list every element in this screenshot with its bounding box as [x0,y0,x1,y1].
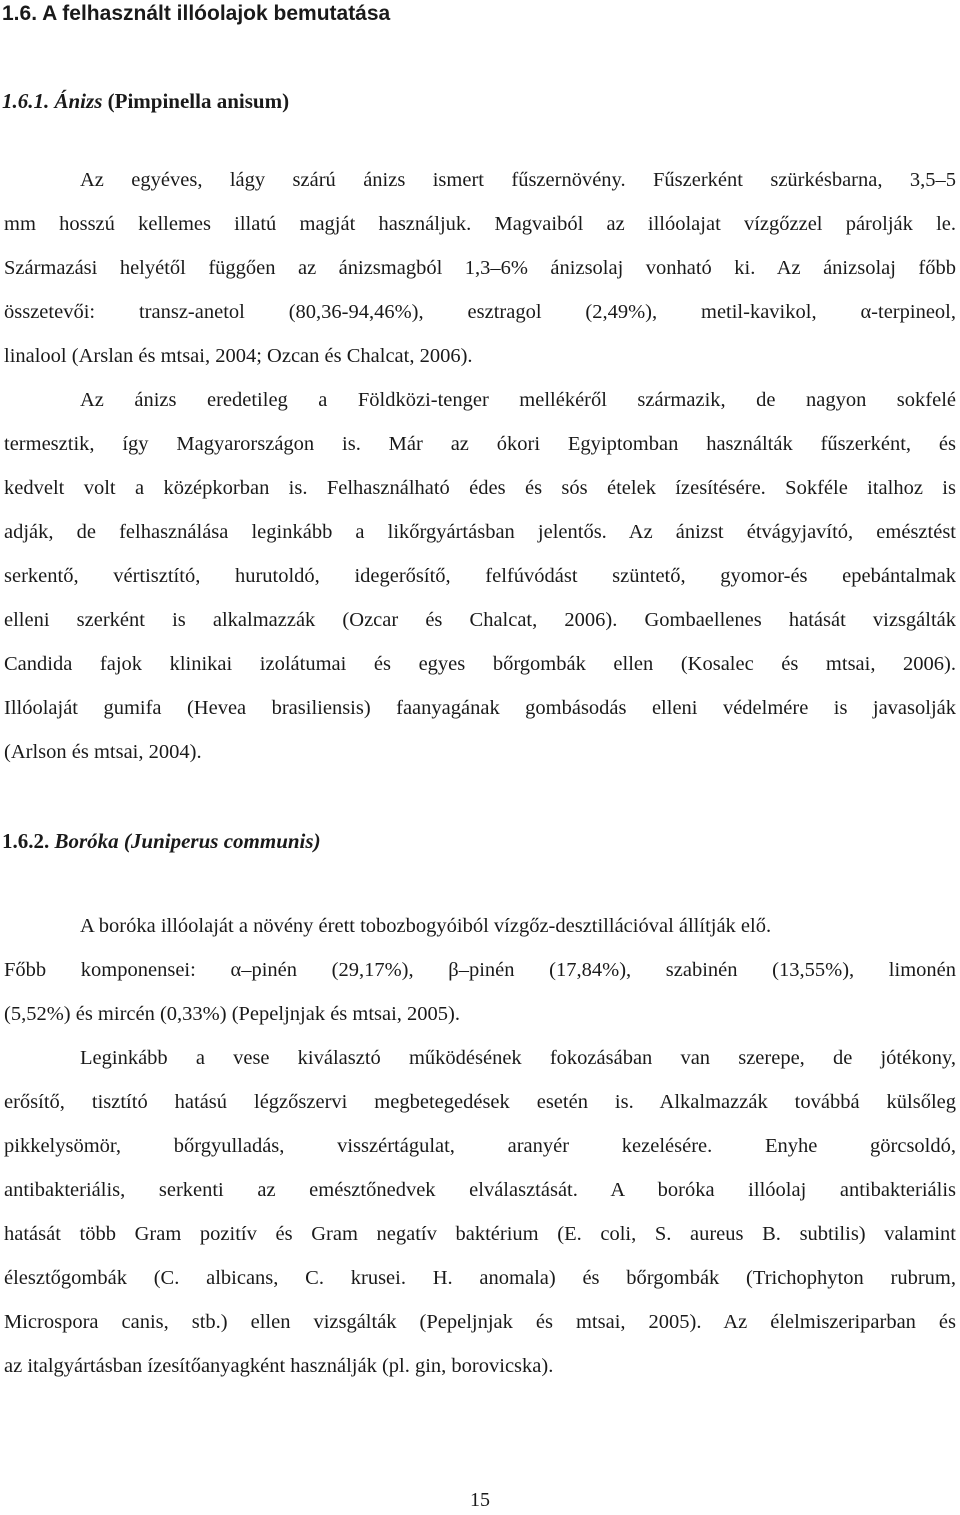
text-line: (5,52%) és mircén (0,33%) (Pepeljnjak és mtsai, 2005). [4,1003,461,1025]
text-line: pikkelysömör, bőrgyulladás, visszértágulat, aranyér kezelésére. Enyhe görcsoldó, [4,1135,956,1157]
text-line: kedvelt volt a középkorban is. Felhasználható édes és sós ételek ízesítésére. Sokféle italhoz is [4,477,956,499]
text-line: A boróka illóolaját a növény érett tobozbogyóiból vízgőz-desztillációval állítják elő. [80,915,772,937]
section-heading: 1.6. A felhasznált illóolajok bemutatása [2,2,391,25]
subsection-heading-juniper [2,826,321,856]
text-line: az italgyártásban ízesítőanyagként használják (pl. gin, borovicska). [4,1355,554,1377]
text-line: összetevői: transz-anetol (80,36-94,46%), esztragol (2,49%), metil-kavikol, α-terpineol, [4,301,956,323]
text-line: Microspora canis, stb.) ellen vizsgálták (Pepeljnjak és mtsai, 2005). Az élelmiszeriparban és [4,1311,956,1333]
text-line: Az ánizs eredetileg a Földközi-tenger mellékéről származik, de nagyon sokfelé [80,389,956,411]
text-line: mm hosszú kellemes illatú magját használjuk. Magvaiból az illóolajat vízgőzzel párolják le. [4,213,956,235]
text-line: élesztőgombák (C. albicans, C. krusei. H. anomala) és bőrgombák (Trichophyton rubrum, [4,1267,956,1289]
subsection-heading-anise [2,86,289,116]
text-line: antibakteriális, serkenti az emésztőnedvek elválasztását. A boróka illóolaj antibakteriális [4,1179,956,1201]
text-line: adják, de felhasználása leginkább a likőrgyártásban jelentős. Az ánizst étvágyjavító, emésztést [4,521,956,543]
text-line: linalool (Arslan és mtsai, 2004; Ozcan és Chalcat, 2006). [4,345,473,367]
text-line: Candida fajok klinikai izolátumai és egyes bőrgombák ellen (Kosalec és mtsai, 2006). [4,653,956,675]
subsection-name: Ánizs [54,89,103,113]
text-line: erősítő, tisztító hatású légzőszervi megbetegedések esetén is. Alkalmazzák továbbá külsőleg [4,1091,956,1113]
text-line: elleni szerként is alkalmazzák (Ozcar és Chalcat, 2006). Gombaellenes hatását vizsgálták [4,609,956,631]
subsection-number: 1.6.2. [2,829,50,853]
anise-body-text [4,160,956,776]
text-line: hatását több Gram pozitív és Gram negatív baktérium (E. coli, S. aureus B. subtilis) valamint [4,1223,956,1245]
subsection-latin-name: (Pimpinella anisum) [107,89,290,113]
text-line: (Arlson és mtsai, 2004). [4,741,202,763]
text-line: Származási helyétől függően az ánizsmagból 1,3–6% ánizsolaj vonható ki. Az ánizsolaj főbb [4,257,956,279]
text-line: serkentő, vértisztító, hurutoldó, idegerősítő, felfúvódást szüntető, gyomor-és epebántalmak [4,565,956,587]
text-line: termesztik, így Magyarországon is. Már az ókori Egyiptomban használták fűszerként, és [4,433,956,455]
subsection-name: Boróka (Juniperus communis) [54,829,321,853]
subsection-number: 1.6.1. [2,89,50,113]
page-number: 15 [470,1489,490,1511]
text-line: Főbb komponensei: α–pinén (29,17%), β–pinén (17,84%), szabinén (13,55%), limonén [4,959,956,981]
juniper-body-text [4,906,956,1390]
text-line: Illóolaját gumifa (Hevea brasiliensis) faanyagának gombásodás elleni védelmére is javasolják [4,697,956,719]
text-line: Leginkább a vese kiválasztó működésének fokozásában van szerepe, de jótékony, [80,1047,956,1069]
text-line: Az egyéves, lágy szárú ánizs ismert fűszernövény. Fűszerként szürkésbarna, 3,5–5 [80,169,956,191]
